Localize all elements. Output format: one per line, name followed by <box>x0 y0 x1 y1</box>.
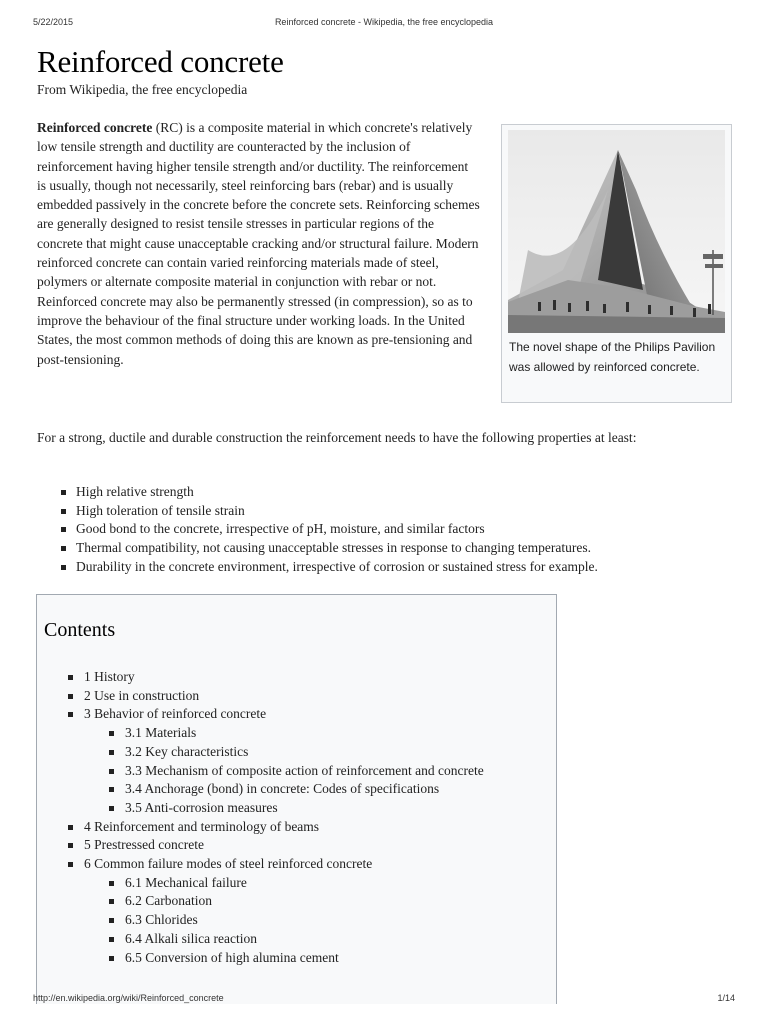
toc-item-mechanism[interactable]: 3.3 Mechanism of composite action of reinforcement and concrete <box>60 762 484 781</box>
toc-heading: Contents <box>44 619 116 641</box>
print-footer <box>33 993 735 1005</box>
list-item: Durability in the concrete environment, irrespective of corrosion or sustained stress for example. <box>37 558 737 577</box>
toc-item-alkali-silica[interactable]: 6.4 Alkali silica reaction <box>60 930 484 949</box>
toc-item-use-in-construction[interactable]: 2 Use in construction <box>60 687 484 706</box>
print-date: 5/22/2015 <box>33 17 74 27</box>
thumbnail-figure <box>501 124 732 403</box>
table-of-contents <box>36 594 557 1004</box>
intro-bold-term: Reinforced concrete <box>37 120 153 135</box>
list-item: Good bond to the concrete, irrespective of pH, moisture, and similar factors <box>37 520 737 539</box>
intro-paragraph <box>37 118 480 369</box>
toc-item-materials[interactable]: 3.1 Materials <box>60 724 484 743</box>
list-item: High relative strength <box>37 483 737 502</box>
toc-item-anchorage[interactable]: 3.4 Anchorage (bond) in concrete: Codes of specifications <box>60 780 484 799</box>
image-caption: The novel shape of the Philips Pavilion was allowed by reinforced concrete. <box>509 340 716 374</box>
properties-list <box>37 483 737 577</box>
article-subtitle: From Wikipedia, the free encyclopedia <box>37 82 248 97</box>
toc-item-history[interactable]: 1 History <box>60 668 484 687</box>
properties-intro: For a strong, ductile and durable construction the reinforcement needs to have the following properties at least: <box>37 430 637 445</box>
article-title: Reinforced concrete <box>37 44 284 79</box>
print-url: http://en.wikipedia.org/wiki/Reinforced_concrete <box>33 993 224 1003</box>
toc-item-reinforcement-beams[interactable]: 4 Reinforcement and terminology of beams <box>60 818 484 837</box>
toc-item-failure-modes[interactable]: 6 Common failure modes of steel reinforced concrete <box>60 855 484 874</box>
toc-item-carbonation[interactable]: 6.2 Carbonation <box>60 892 484 911</box>
list-item: High toleration of tensile strain <box>37 502 737 521</box>
toc-item-prestressed[interactable]: 5 Prestressed concrete <box>60 836 484 855</box>
intro-text: (RC) is a composite material in which concrete's relatively low tensile strength and ductility are counteracted by the inclusion of reinforcement having higher tensile strength and/or ductility. The reinforcement is usually, though not necessarily, steel reinforcing bars (rebar) and is usually embedded passively in the concrete before the concrete sets. Reinforcing schemes are generally designed to resist tensile stresses in particular regions of the concrete that might cause unacceptable cracking and/or structural failure. Modern reinforced concrete can contain varied reinforcing materials made of steel, polymers or alternate composite material in conjunction with rebar or not. Reinforced concrete may also be permanently stressed (in compression), so as to improve the behaviour of the final structure under working loads. In the United States, the most common methods of doing this are known as pre-tensioning and post-tensioning. <box>37 120 480 367</box>
toc-item-anti-corrosion[interactable]: 3.5 Anti-corrosion measures <box>60 799 484 818</box>
toc-item-mechanical-failure[interactable]: 6.1 Mechanical failure <box>60 874 484 893</box>
philips-pavilion-image[interactable] <box>508 130 725 333</box>
toc-list <box>60 668 484 967</box>
print-header <box>33 17 735 29</box>
toc-item-chlorides[interactable]: 6.3 Chlorides <box>60 911 484 930</box>
toc-item-key-characteristics[interactable]: 3.2 Key characteristics <box>60 743 484 762</box>
print-page-title: Reinforced concrete - Wikipedia, the free encyclopedia <box>274 17 494 27</box>
toc-item-high-alumina[interactable]: 6.5 Conversion of high alumina cement <box>60 949 484 968</box>
list-item: Thermal compatibility, not causing unacceptable stresses in response to changing temperatures. <box>37 539 737 558</box>
toc-item-behavior[interactable]: 3 Behavior of reinforced concrete <box>60 705 484 724</box>
page-number: 1/14 <box>717 993 735 1003</box>
